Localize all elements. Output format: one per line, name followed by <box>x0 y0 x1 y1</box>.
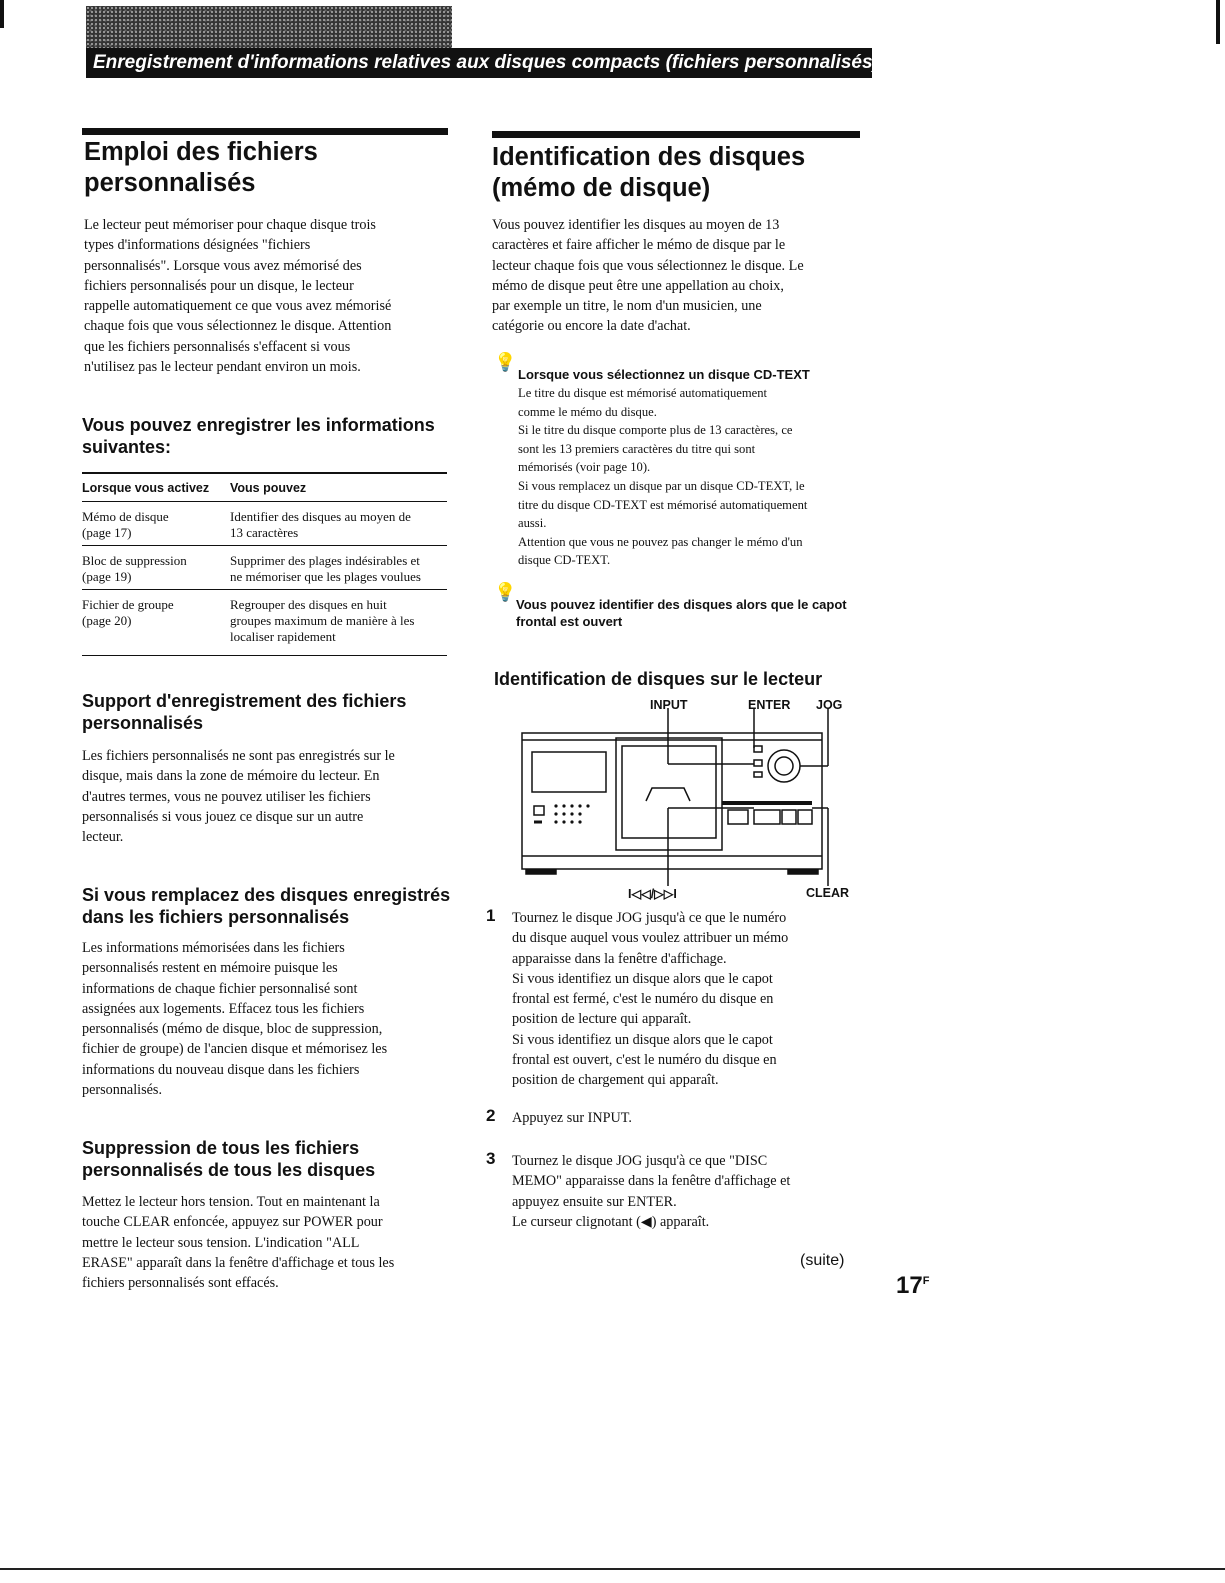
text-line: appuyez ensuite sur ENTER. <box>512 1193 677 1210</box>
table-header: Lorsque vous activez <box>82 473 230 502</box>
text-line: personnalisés si vous jouez ce disque sur un autre <box>82 808 364 825</box>
text-line: Si vous identifiez un disque alors que le capot <box>512 970 773 987</box>
tip-line: mémorisés (voir page 10). <box>518 460 651 475</box>
text-line: Vous pouvez identifier les disques au moyen de 13 <box>492 217 780 233</box>
text-line: personnalisés (mémo de disque, bloc de suppression, <box>82 1021 383 1038</box>
table-row <box>82 502 447 546</box>
cd-player-diagram <box>516 708 846 888</box>
sec4-title-line1: Suppression de tous les fichiers <box>82 1138 360 1158</box>
subsection-title: Identification de disques sur le lecteur <box>494 669 823 689</box>
left-title-line1: Emploi des fichiers <box>84 138 318 166</box>
sec1-title-line2: suivantes: <box>82 437 172 457</box>
play-button <box>782 810 796 824</box>
skip-fwd-button <box>798 810 812 824</box>
step-2 <box>512 1108 872 1128</box>
text-line: Mettez le lecteur hors tension. Tout en maintenant la <box>82 1194 380 1210</box>
text-line: que les fichiers personnalisés s'effacent si vous <box>84 338 351 355</box>
sec3-heading <box>82 884 462 928</box>
sec2-body <box>82 746 454 847</box>
tip-line: Si le titre du disque comporte plus de 13 caractères, ce <box>518 423 793 438</box>
tip2-title <box>516 596 876 630</box>
table-cell <box>230 502 447 546</box>
step-number: 2 <box>486 1106 496 1125</box>
page-edge-mark-left <box>0 0 4 28</box>
tip-line: Le titre du disque est mémorisé automatiquement <box>518 386 768 400</box>
text-line: frontal est ouvert, c'est le numéro du disque en <box>512 1052 777 1069</box>
text-line: position de chargement qui apparaît. <box>512 1072 719 1089</box>
cell-line: ne mémoriser que les plages voulues <box>230 569 421 584</box>
front-lid <box>616 738 722 850</box>
text-line: rappelle automatiquement ce que vous avez mémorisé <box>84 298 392 315</box>
table-cell <box>230 546 447 590</box>
table-cell <box>82 502 230 546</box>
cell-line: Identifier des disques au moyen de <box>230 509 411 524</box>
text-line: mémo de disque peut être une appellation au choix, <box>492 277 784 294</box>
text-line: frontal est fermé, c'est le numéro du disque en <box>512 991 774 1008</box>
lightbulb-icon: 💡 <box>494 352 517 373</box>
step-3 <box>512 1151 872 1232</box>
left-intro <box>84 215 454 377</box>
label-enter: ENTER <box>748 698 791 712</box>
sec2-heading <box>82 690 454 734</box>
jog-dial <box>768 750 800 782</box>
page-bottom-edge <box>0 1568 1225 1570</box>
banner-pattern <box>86 6 452 50</box>
files-table <box>82 472 447 656</box>
text-line: fichiers personnalisés sont effacés. <box>82 1275 279 1292</box>
table-cell <box>82 546 230 590</box>
right-intro <box>492 215 872 337</box>
text-line: apparaisse dans la fenêtre d'affichage. <box>512 950 727 967</box>
label-clear: CLEAR <box>806 886 850 900</box>
text-line: fichier de groupe) de l'ancien disque et mémorisez les <box>82 1041 388 1058</box>
skip-back-button <box>754 810 780 824</box>
sec4-body <box>82 1192 454 1293</box>
label-jog: JOG <box>816 698 843 712</box>
text-line: Le lecteur peut mémoriser pour chaque disque trois <box>84 217 376 233</box>
text-line: fichiers personnalisés pour un disque, le lecteur <box>84 277 354 294</box>
right-title <box>492 142 872 204</box>
text-line: Appuyez sur INPUT. <box>512 1110 632 1126</box>
continued-label: (suite) <box>800 1252 845 1269</box>
step-1 <box>512 908 872 1091</box>
text-line: par exemple un titre, le nom d'un musicien, une <box>492 298 762 315</box>
sec3-title-line1: Si vous remplacez des disques enregistrés <box>82 885 451 905</box>
input-button <box>754 746 762 752</box>
text-line: n'utilisez pas le lecteur pendant environ un mois. <box>84 359 361 376</box>
display-window <box>532 752 606 792</box>
tip-line: aussi. <box>518 516 547 531</box>
label-input: INPUT <box>650 698 688 712</box>
text-line: Tournez le disque JOG jusqu'à ce que "DISC <box>512 1153 768 1169</box>
sec3-title-line2: dans les fichiers personnalisés <box>82 907 350 927</box>
text-line: Les fichiers personnalisés ne sont pas enregistrés sur le <box>82 748 395 764</box>
right-title-line2: (mémo de disque) <box>492 174 711 202</box>
sec4-title-line2: personnalisés de tous les disques <box>82 1160 376 1180</box>
sec1-heading <box>82 414 454 458</box>
step-number: 3 <box>486 1149 496 1168</box>
table-header: Vous pouvez <box>230 473 447 502</box>
text-line: ERASE" apparaît dans la fenêtre d'affichage et tous les <box>82 1254 395 1271</box>
label-skip: I◁◁/▷▷I <box>628 887 677 901</box>
page-number-value: 17 <box>896 1272 923 1299</box>
text-line: disque, mais dans la zone de mémoire du lecteur. En <box>82 768 380 785</box>
cell-line: Bloc de suppression <box>82 553 187 568</box>
text-line: informations de chaque fichier personnalisé sont <box>82 980 358 997</box>
right-title-line1: Identification des disques <box>492 143 806 171</box>
text-line: Les informations mémorisées dans les fichiers <box>82 940 345 956</box>
tip1-body <box>518 384 878 570</box>
table-cell <box>82 590 230 656</box>
cell-line: Mémo de disque <box>82 509 169 524</box>
power-button <box>534 806 544 815</box>
text-line: personnalisés. <box>82 1082 162 1099</box>
cell-line: 13 caractères <box>230 525 299 540</box>
text-line: personnalisés". Lorsque vous avez mémorisé des <box>84 257 362 274</box>
text-line: chaque fois que vous sélectionnez le disque. Attention <box>84 318 392 335</box>
text-line: caractères et faire afficher le mémo de disque par le <box>492 237 786 254</box>
text-line: d'autres termes, vous ne pouvez utiliser les fichiers <box>82 788 371 805</box>
left-title-rule <box>82 128 448 135</box>
left-title <box>84 137 454 199</box>
text-line: Le curseur clignotant (◀) apparaît. <box>512 1213 710 1230</box>
text-line: mettre le lecteur sous tension. L'indication "ALL <box>82 1234 360 1251</box>
text-line: types d'informations désignées "fichiers <box>84 237 311 254</box>
sec1-title-line1: Vous pouvez enregistrer les informations <box>82 415 435 435</box>
tip-line: comme le mémo du disque. <box>518 404 657 419</box>
tip-line: titre du disque CD-TEXT est mémorisé automatiquement <box>518 497 808 512</box>
text-line: position de lecture qui apparaît. <box>512 1011 692 1028</box>
text-line: Si vous identifiez un disque alors que le capot <box>512 1031 773 1048</box>
open-button <box>728 810 748 824</box>
cell-line: Regrouper des disques en huit <box>230 597 387 612</box>
lightbulb-icon: 💡 <box>494 582 517 603</box>
page-suffix: F <box>922 1275 930 1287</box>
enter-button <box>754 760 762 766</box>
text-line: personnalisés restent en mémoire puisque les <box>82 960 338 977</box>
cell-line: (page 17) <box>82 525 132 540</box>
cell-line: localiser rapidement <box>230 629 336 644</box>
tip-line: disque CD-TEXT. <box>518 553 611 568</box>
table-row <box>82 546 447 590</box>
text-line: Tournez le disque JOG jusqu'à ce que le numéro <box>512 910 787 926</box>
tip2-title-line1: Vous pouvez identifier des disques alors que le capot <box>516 597 847 612</box>
cell-line: (page 20) <box>82 613 132 628</box>
cell-line: Supprimer des plages indésirables et <box>230 553 420 568</box>
tip1-title: Lorsque vous sélectionnez un disque CD-TEXT <box>518 367 810 382</box>
sec4-heading <box>82 1137 462 1181</box>
page-number <box>896 1272 929 1300</box>
text-line: lecteur. <box>82 829 124 846</box>
section-banner: Enregistrement d'informations relatives aux disques compacts (fichiers personnalisés) <box>86 48 872 78</box>
text-line: catégorie ou encore la date d'achat. <box>492 318 691 335</box>
sec2-title-line2: personnalisés <box>82 713 204 733</box>
text-line: lecteur chaque fois que vous sélectionnez le disque. Le <box>492 257 804 274</box>
left-title-line2: personnalisés <box>84 169 256 197</box>
page-edge-mark-right <box>1216 0 1220 44</box>
sec3-body <box>82 938 454 1100</box>
text-line: touche CLEAR enfoncée, appuyez sur POWER pour <box>82 1214 383 1231</box>
files-table-wrapper <box>82 472 447 656</box>
tip-line: sont les 13 premiers caractères du titre qui sont <box>518 441 756 456</box>
table-header-row <box>82 473 447 502</box>
cell-line: (page 19) <box>82 569 132 584</box>
table-row <box>82 590 447 656</box>
clear-button <box>754 772 762 777</box>
sec2-title-line1: Support d'enregistrement des fichiers <box>82 691 407 711</box>
text-line: du disque auquel vous voulez attribuer un mémo <box>512 930 789 947</box>
right-title-rule <box>492 131 860 138</box>
cell-line: groupes maximum de manière à les <box>230 613 415 628</box>
tip-line: Attention que vous ne pouvez pas changer le mémo d'un <box>518 534 803 549</box>
text-line: informations du nouveau disque dans les fichiers <box>82 1061 360 1078</box>
tip-line: Si vous remplacez un disque par un disque CD-TEXT, le <box>518 478 805 493</box>
step-number: 1 <box>486 906 496 925</box>
text-line: MEMO" apparaisse dans la fenêtre d'affichage et <box>512 1173 791 1190</box>
cell-line: Fichier de groupe <box>82 597 174 612</box>
text-line: assignées aux logements. Effacez tous les fichiers <box>82 1000 365 1017</box>
table-cell <box>230 590 447 656</box>
tip2-title-line2: frontal est ouvert <box>516 614 623 629</box>
